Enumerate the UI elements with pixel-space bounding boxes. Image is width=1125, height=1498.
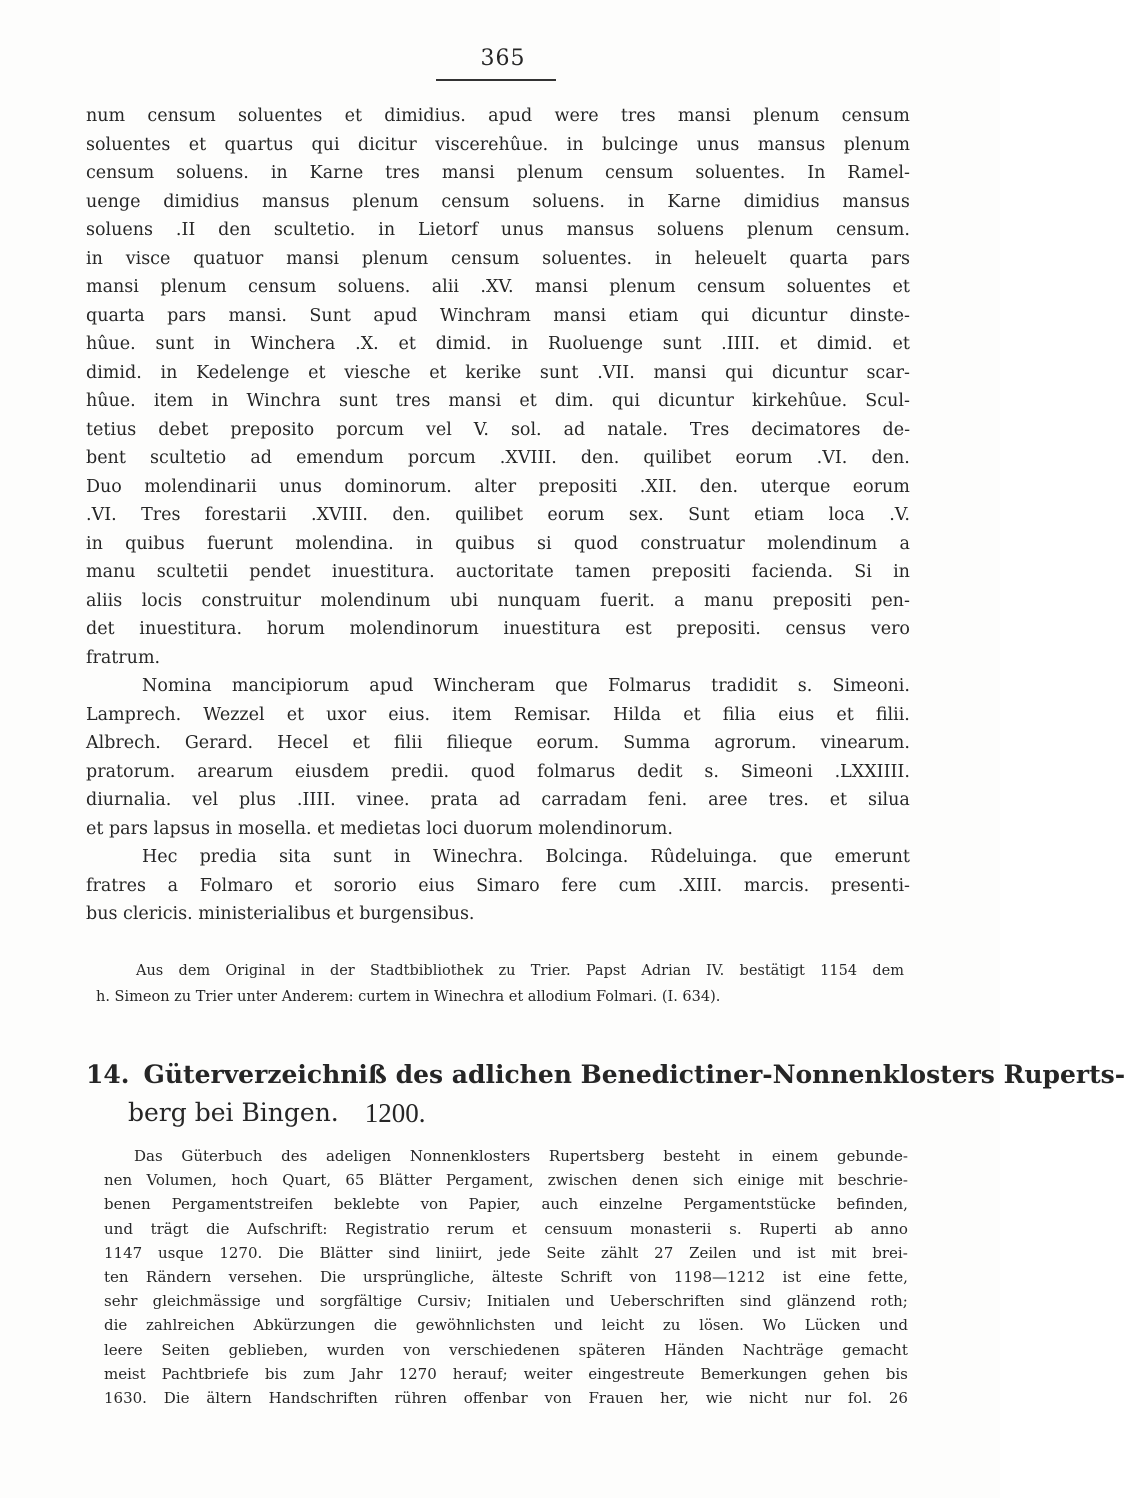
text-line: pratorum. arearum eiusdem predii. quod folmarus dedit s. Simeoni .LXXIIII.: [86, 761, 910, 782]
source-note: [96, 958, 904, 1010]
section-title-continued: berg bei Bingen.: [128, 1098, 339, 1127]
intro-line: meist Pachtbriefe bis zum Jahr 1270 herauf; weiter eingestreute Bemerkungen gehen bis: [104, 1364, 908, 1383]
section-year: 1200.: [364, 1098, 426, 1128]
text-line: Nomina mancipiorum apud Wincheram que Folmarus tradidit s. Simeoni.: [142, 676, 910, 696]
text-line: hûue. sunt in Winchera .X. et dimid. in Ruoluenge sunt .IIII. et dimid. et: [86, 334, 910, 354]
text-line: .VI. Tres forestarii .XVIII. den. quilibet eorum sex. Sunt etiam loca .V.: [86, 505, 910, 525]
intro-line: und trägt die Aufschrift: Registratio rerum et censuum monasterii s. Ruperti ab anno: [104, 1219, 908, 1238]
text-line: num censum soluentes et dimidius. apud were tres mansi plenum censum: [86, 106, 910, 126]
intro-line: ten Rändern versehen. Die ursprüngliche, älteste Schrift von 1198—1212 ist eine fette,: [104, 1267, 908, 1286]
intro-line: die zahlreichen Abkürzungen die gewöhnlichsten und leicht zu lösen. Wo Lücken und: [104, 1316, 908, 1335]
text-line: Hec predia sita sunt in Winechra. Bolcinga. Rûdeluinga. que emerunt: [142, 847, 910, 867]
note-line: h. Simeon zu Trier unter Anderem: curtem in Winechra et allodium Folmari. (I. 634).: [96, 989, 721, 1005]
text-line: bus clericis. ministerialibus et burgensibus.: [86, 904, 475, 924]
text-line: Duo molendinarii unus dominorum. alter prepositi .XII. den. uterque eorum: [86, 476, 910, 497]
text-line: Lamprech. Wezzel et uxor eius. item Remisar. Hilda et filia eius et filii.: [86, 704, 910, 725]
text-line: det inuestitura. horum molendinorum inuestitura est prepositi. census vero: [86, 619, 910, 639]
text-line: soluentes et quartus qui dicitur viscerehûue. in bulcinge unus mansus plenum: [86, 134, 910, 155]
text-line: Albrech. Gerard. Hecel et filii filieque eorum. Summa agrorum. vinearum.: [86, 733, 910, 753]
page-number: 365: [480, 46, 526, 71]
intro-line: 1630. Die ältern Handschriften rühren offenbar von Frauen her, wie nicht nur fol. 26: [104, 1388, 908, 1407]
text-line: mansi plenum censum soluens. alii .XV. mansi plenum censum soluentes et: [86, 277, 910, 297]
text-line: in visce quatuor mansi plenum censum soluentes. in heleuelt quarta pars: [86, 248, 910, 269]
intro-line: 1147 usque 1270. Die Blätter sind liniirt, jede Seite zählt 27 Zeilen und ist mit brei-: [104, 1243, 908, 1262]
section-title-line: [86, 1094, 916, 1132]
text-line: tetius debet preposito porcum vel V. sol. ad natale. Tres decimatores de-: [86, 419, 910, 440]
text-line: soluens .II den scultetio. in Lietorf unus mansus soluens plenum censum.: [86, 220, 910, 240]
text-line: censum soluens. in Karne tres mansi plenum censum soluentes. In Ramel-: [86, 163, 910, 183]
note-line: Aus dem Original in der Stadtbibliothek zu Trier. Papst Adrian IV. bestätigt 1154 dem: [136, 963, 904, 979]
text-line: quarta pars mansi. Sunt apud Winchram mansi etiam qui dicuntur dinste-: [86, 305, 910, 326]
section-title-line: [86, 1056, 1125, 1094]
text-line: et pars lapsus in mosella. et medietas loci duorum molendinorum.: [86, 818, 673, 839]
text-line: manu scultetii pendet inuestitura. auctoritate tamen prepositi facienda. Si in: [86, 562, 910, 582]
section-number: 14.: [86, 1060, 130, 1089]
text-line: aliis locis construitur molendinum ubi nunquam fuerit. a manu prepositi pen-: [86, 590, 910, 611]
text-line: fratrum.: [86, 647, 161, 668]
text-line: fratres a Folmaro et sororio eius Simaro fere cum .XIII. marcis. presenti-: [86, 875, 910, 896]
page-number-rule: [436, 79, 556, 81]
intro-text-block: [104, 1144, 908, 1410]
text-line: bent scultetio ad emendum porcum .XVIII. den. quilibet eorum .VI. den.: [86, 448, 910, 468]
section-title: Güterverzeichniß des adlichen Benedictiner-Nonnenklosters Ruperts-: [143, 1060, 1125, 1089]
text-line: diurnalia. vel plus .IIII. vinee. prata ad carradam feni. aree tres. et silua: [86, 790, 910, 810]
intro-line: Das Güterbuch des adeligen Nonnenklosters Rupertsberg besteht in einem gebunde-: [134, 1147, 908, 1165]
text-line: in quibus fuerunt molendina. in quibus si quod construatur molendinum a: [86, 533, 910, 554]
section-heading: [86, 1056, 1125, 1132]
intro-line: benen Pergamentstreifen beklebte von Papier, auch einzelne Pergamentstücke befinden,: [104, 1195, 908, 1214]
intro-line: nen Volumen, hoch Quart, 65 Blätter Pergament, zwischen denen sich einige mit beschrie-: [104, 1171, 908, 1190]
intro-line: leere Seiten geblieben, wurden von verschiedenen späteren Händen Nachträge gemacht: [104, 1340, 908, 1359]
text-line: hûue. item in Winchra sunt tres mansi et dim. qui dicuntur kirkehûue. Scul-: [86, 391, 910, 411]
main-text-block: [86, 102, 910, 929]
text-line: dimid. in Kedelenge et viesche et kerike sunt .VII. mansi qui dicuntur scar-: [86, 362, 910, 383]
intro-line: sehr gleichmässige und sorgfältige Cursiv; Initialen und Ueberschriften sind glänzend roth;: [104, 1292, 908, 1311]
text-line: uenge dimidius mansus plenum censum soluens. in Karne dimidius mansus: [86, 191, 910, 212]
